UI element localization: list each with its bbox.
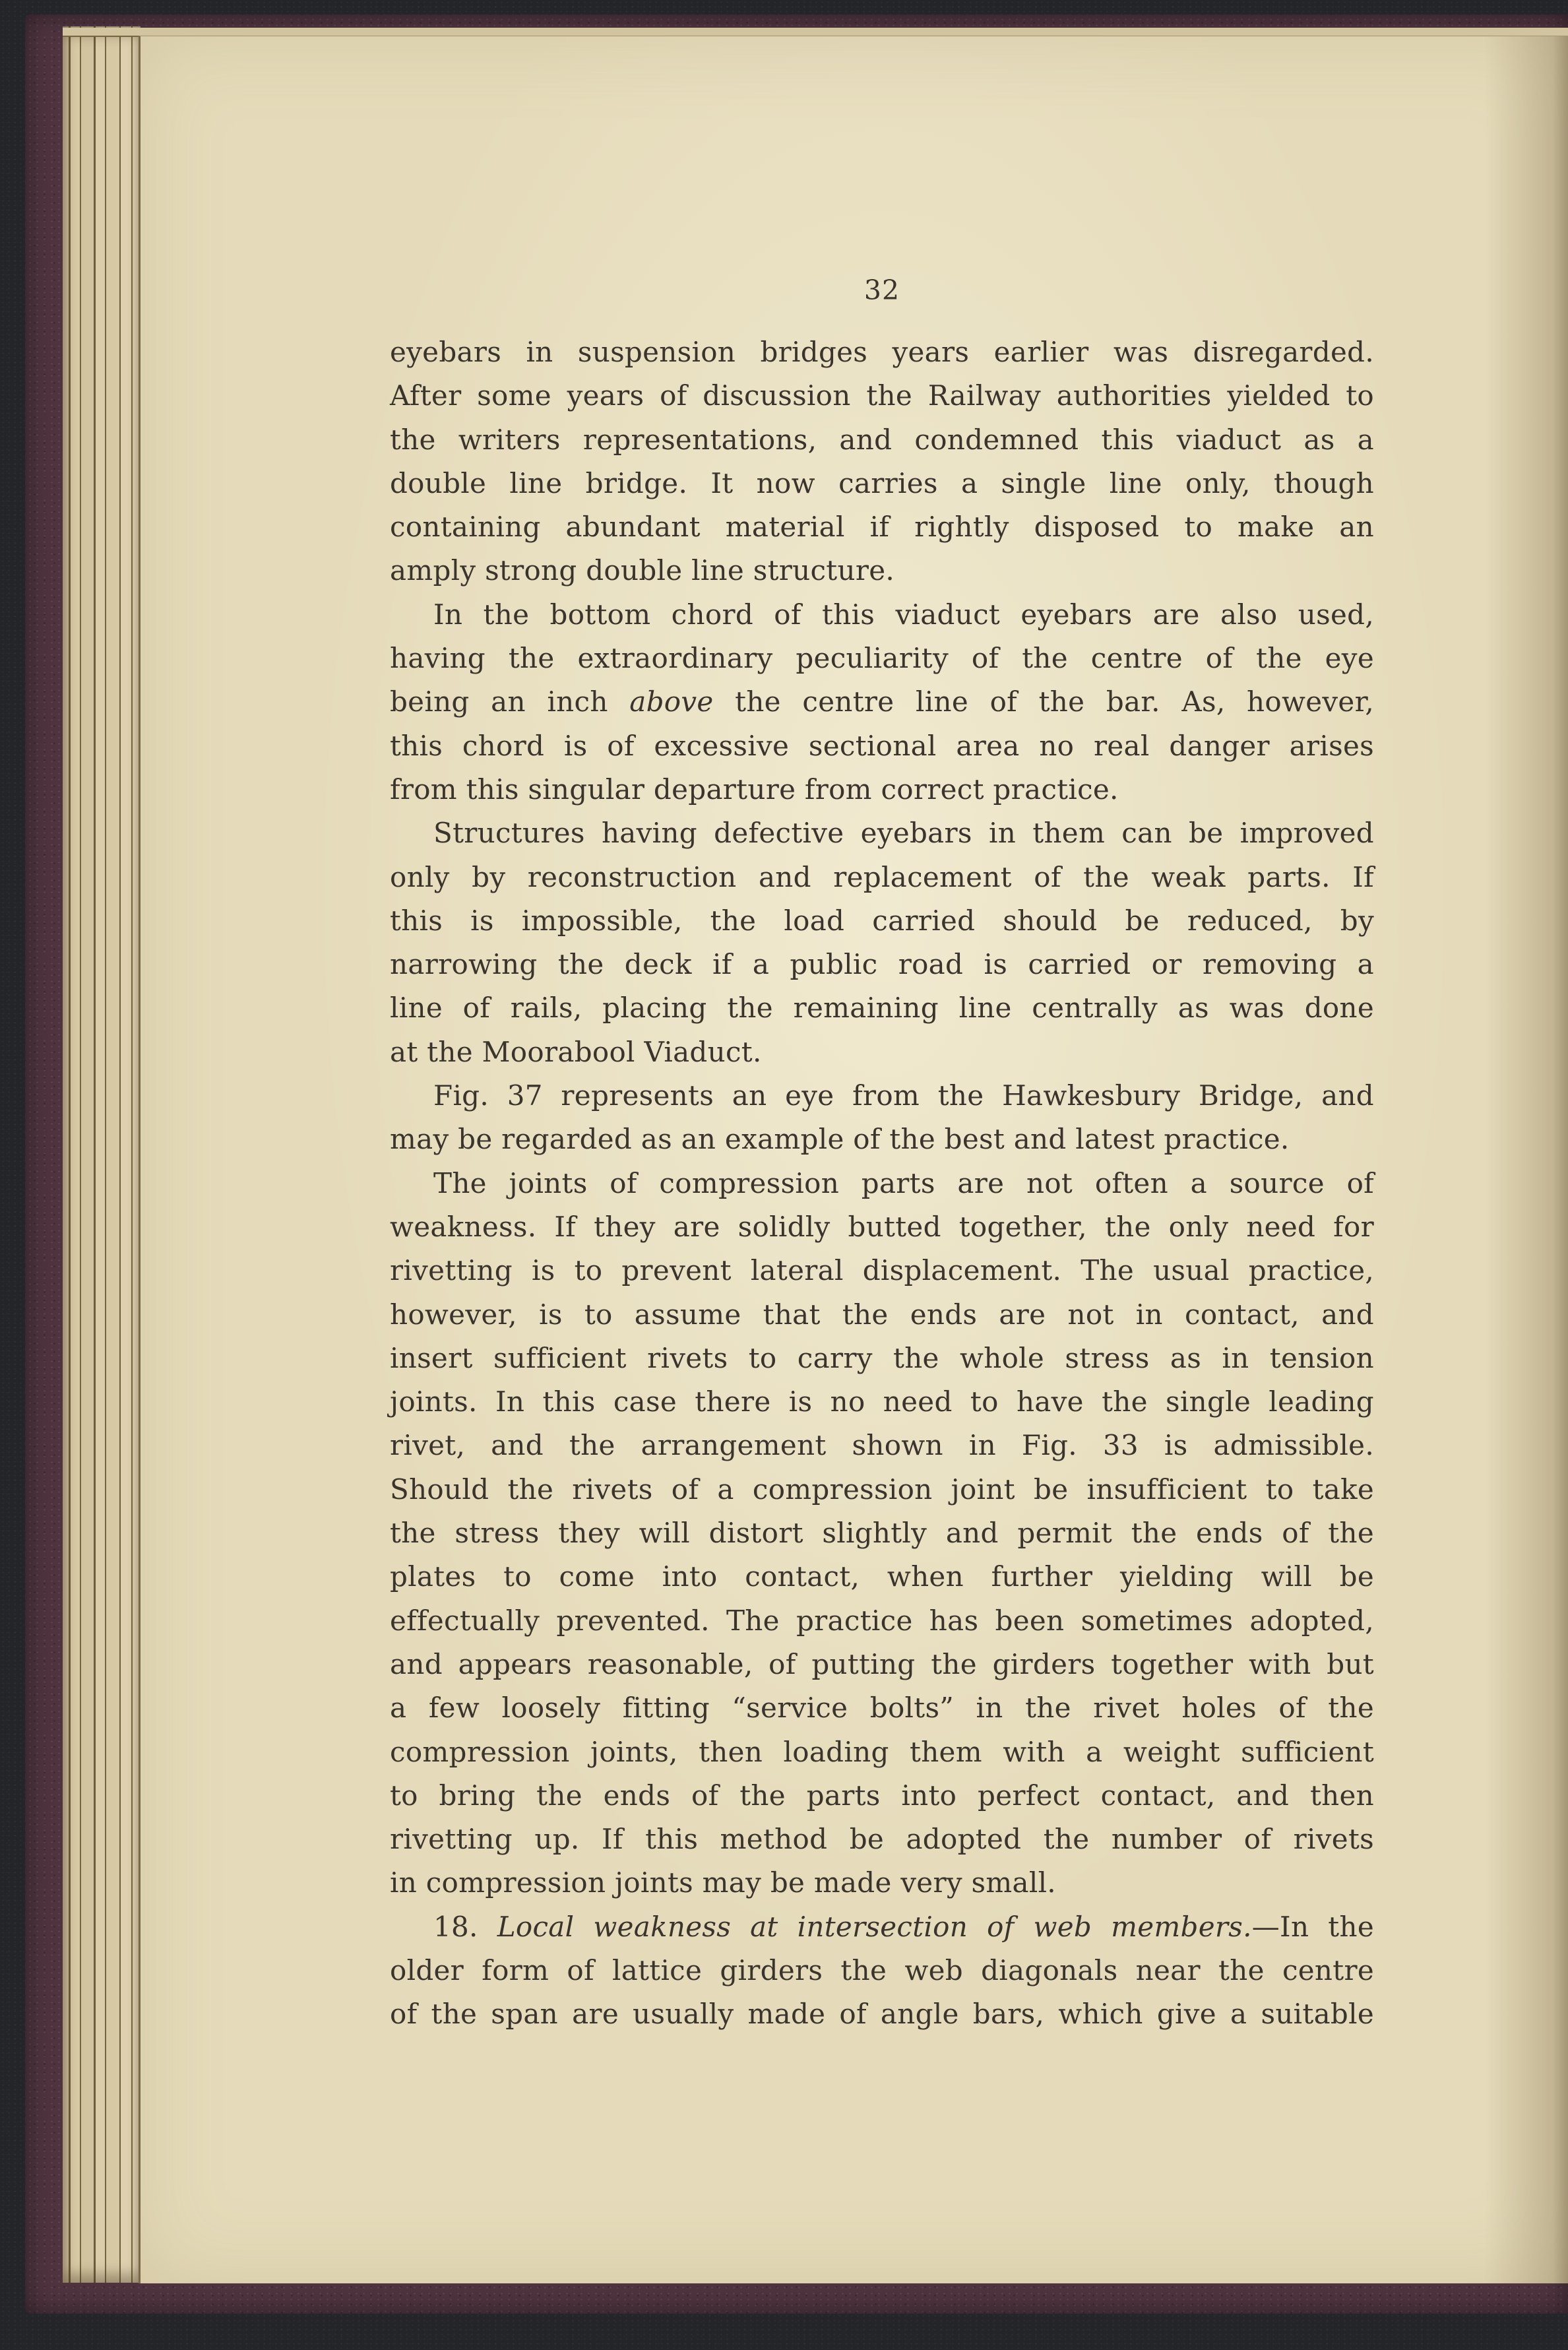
text-line bbox=[390, 1511, 1374, 1555]
page-edge-stack bbox=[63, 26, 141, 2283]
text-line bbox=[433, 593, 1374, 637]
text-line bbox=[390, 1861, 1374, 1905]
text-line bbox=[390, 1249, 1374, 1292]
italic-text-segment: Local weakness at intersection of web members. bbox=[497, 1910, 1252, 1943]
text-line bbox=[390, 1818, 1374, 1861]
text-line bbox=[390, 505, 1374, 549]
text-line bbox=[390, 768, 1374, 811]
text-segment: of the span are usually made of angle bars, which give a suitable bbox=[390, 1998, 1374, 2031]
text-line bbox=[390, 1992, 1374, 2036]
page-number: 32 bbox=[863, 274, 900, 306]
text-segment: compression joints, then loading them with a weight sufficient bbox=[390, 1735, 1374, 1768]
text-segment: having the extraordinary peculiarity of the centre of the eye bbox=[390, 642, 1374, 675]
text-segment: double line bridge. It now carries a single line only, though bbox=[390, 466, 1374, 499]
text-segment: Should the rivets of a compression joint be insufficient to take bbox=[390, 1473, 1374, 1506]
text-segment: in compression joints may be made very small. bbox=[390, 1866, 1056, 1899]
text-line bbox=[390, 1118, 1374, 1161]
text-segment: the centre line of the bar. As, however, bbox=[713, 685, 1374, 718]
text-line bbox=[390, 1949, 1374, 1992]
text-segment: joints. In this case there is no need to have the single leading bbox=[390, 1385, 1374, 1418]
text-line bbox=[433, 811, 1374, 855]
text-segment: eyebars in suspension bridges years earlier was disregarded. bbox=[390, 336, 1374, 368]
text-line bbox=[390, 1380, 1374, 1424]
text-segment: to bring the ends of the parts into perfect contact, and then bbox=[390, 1779, 1374, 1812]
text-line bbox=[390, 1555, 1374, 1599]
book-page bbox=[139, 36, 1568, 2283]
text-line bbox=[390, 1731, 1374, 1774]
text-line bbox=[390, 1293, 1374, 1337]
text-segment: this is impossible, the load carried should be reduced, by bbox=[390, 904, 1374, 937]
text-line bbox=[390, 549, 1374, 592]
text-line bbox=[390, 943, 1374, 986]
text-line bbox=[390, 1205, 1374, 1249]
text-line bbox=[390, 1337, 1374, 1380]
gutter-shadow bbox=[1553, 36, 1568, 2283]
text-segment: The joints of compression parts are not often a source of bbox=[433, 1166, 1374, 1199]
text-segment: being an inch bbox=[390, 685, 630, 718]
text-line bbox=[390, 856, 1374, 899]
text-segment: from this singular departure from correct practice. bbox=[390, 773, 1119, 806]
text-segment: weakness. If they are solidly butted together, the only need for bbox=[390, 1210, 1374, 1243]
text-segment: this chord is of excessive sectional area no real danger arises bbox=[390, 729, 1374, 762]
text-segment: containing abundant material if rightly disposed to make an bbox=[390, 511, 1374, 544]
text-segment: rivetting up. If this method be adopted the number of rivets bbox=[390, 1823, 1374, 1856]
text-line bbox=[390, 462, 1374, 505]
text-line bbox=[390, 1031, 1374, 1074]
text-segment: plates to come into contact, when further yielding will be bbox=[390, 1560, 1374, 1593]
text-segment: —In the bbox=[1251, 1910, 1374, 1943]
text-line bbox=[390, 1774, 1374, 1818]
text-line bbox=[390, 374, 1374, 418]
text-line bbox=[390, 986, 1374, 1030]
italic-text-segment: above bbox=[629, 685, 714, 718]
text-segment: Structures having defective eyebars in them can be improved bbox=[433, 817, 1374, 850]
text-segment: insert sufficient rivets to carry the whole stress as in tension bbox=[390, 1341, 1374, 1374]
text-segment: older form of lattice girders the web diagonals near the centre bbox=[390, 1953, 1374, 1986]
text-line bbox=[390, 899, 1374, 943]
text-line bbox=[433, 1074, 1374, 1118]
text-segment: the writers representations, and condemned this viaduct as a bbox=[390, 423, 1374, 456]
text-segment: In the bottom chord of this viaduct eyebars are also used, bbox=[433, 598, 1374, 631]
text-line bbox=[433, 1905, 1374, 1949]
text-line bbox=[390, 1599, 1374, 1643]
text-line bbox=[433, 1162, 1374, 1205]
text-line bbox=[390, 1643, 1374, 1686]
text-segment: rivetting is to prevent lateral displacement. The usual practice, bbox=[390, 1254, 1374, 1287]
text-line bbox=[390, 331, 1374, 374]
text-line bbox=[390, 637, 1374, 680]
text-segment: a few loosely fitting “service bolts” in the rivet holes of the bbox=[390, 1692, 1374, 1725]
text-line bbox=[390, 724, 1374, 768]
text-segment: rivet, and the arrangement shown in Fig. 33 is admissible. bbox=[390, 1429, 1374, 1462]
text-line bbox=[390, 1686, 1374, 1730]
text-segment: narrowing the deck if a public road is carried or removing a bbox=[390, 948, 1374, 981]
text-segment: amply strong double line structure. bbox=[390, 554, 895, 587]
text-segment: effectually prevented. The practice has been sometimes adopted, bbox=[390, 1604, 1374, 1637]
text-line bbox=[390, 418, 1374, 462]
text-segment: line of rails, placing the remaining line centrally as was done bbox=[390, 992, 1374, 1025]
text-line bbox=[390, 1468, 1374, 1511]
text-segment: at the Moorabool Viaduct. bbox=[390, 1035, 762, 1068]
text-segment: however, is to assume that the ends are not in contact, and bbox=[390, 1298, 1374, 1331]
text-line bbox=[390, 1424, 1374, 1467]
text-segment: may be regarded as an example of the best and latest practice. bbox=[390, 1123, 1290, 1156]
text-segment: only by reconstruction and replacement of the weak parts. If bbox=[390, 860, 1374, 893]
text-segment: the stress they will distort slightly and permit the ends of the bbox=[390, 1517, 1374, 1550]
text-segment: and appears reasonable, of putting the girders together with but bbox=[390, 1647, 1374, 1680]
text-segment: After some years of discussion the Railway authorities yielded to bbox=[390, 379, 1374, 412]
text-line bbox=[390, 680, 1374, 724]
text-segment: 18. bbox=[433, 1910, 497, 1943]
text-segment: Fig. 37 represents an eye from the Hawkesbury Bridge, and bbox=[433, 1079, 1374, 1112]
text-block bbox=[390, 331, 1374, 2037]
